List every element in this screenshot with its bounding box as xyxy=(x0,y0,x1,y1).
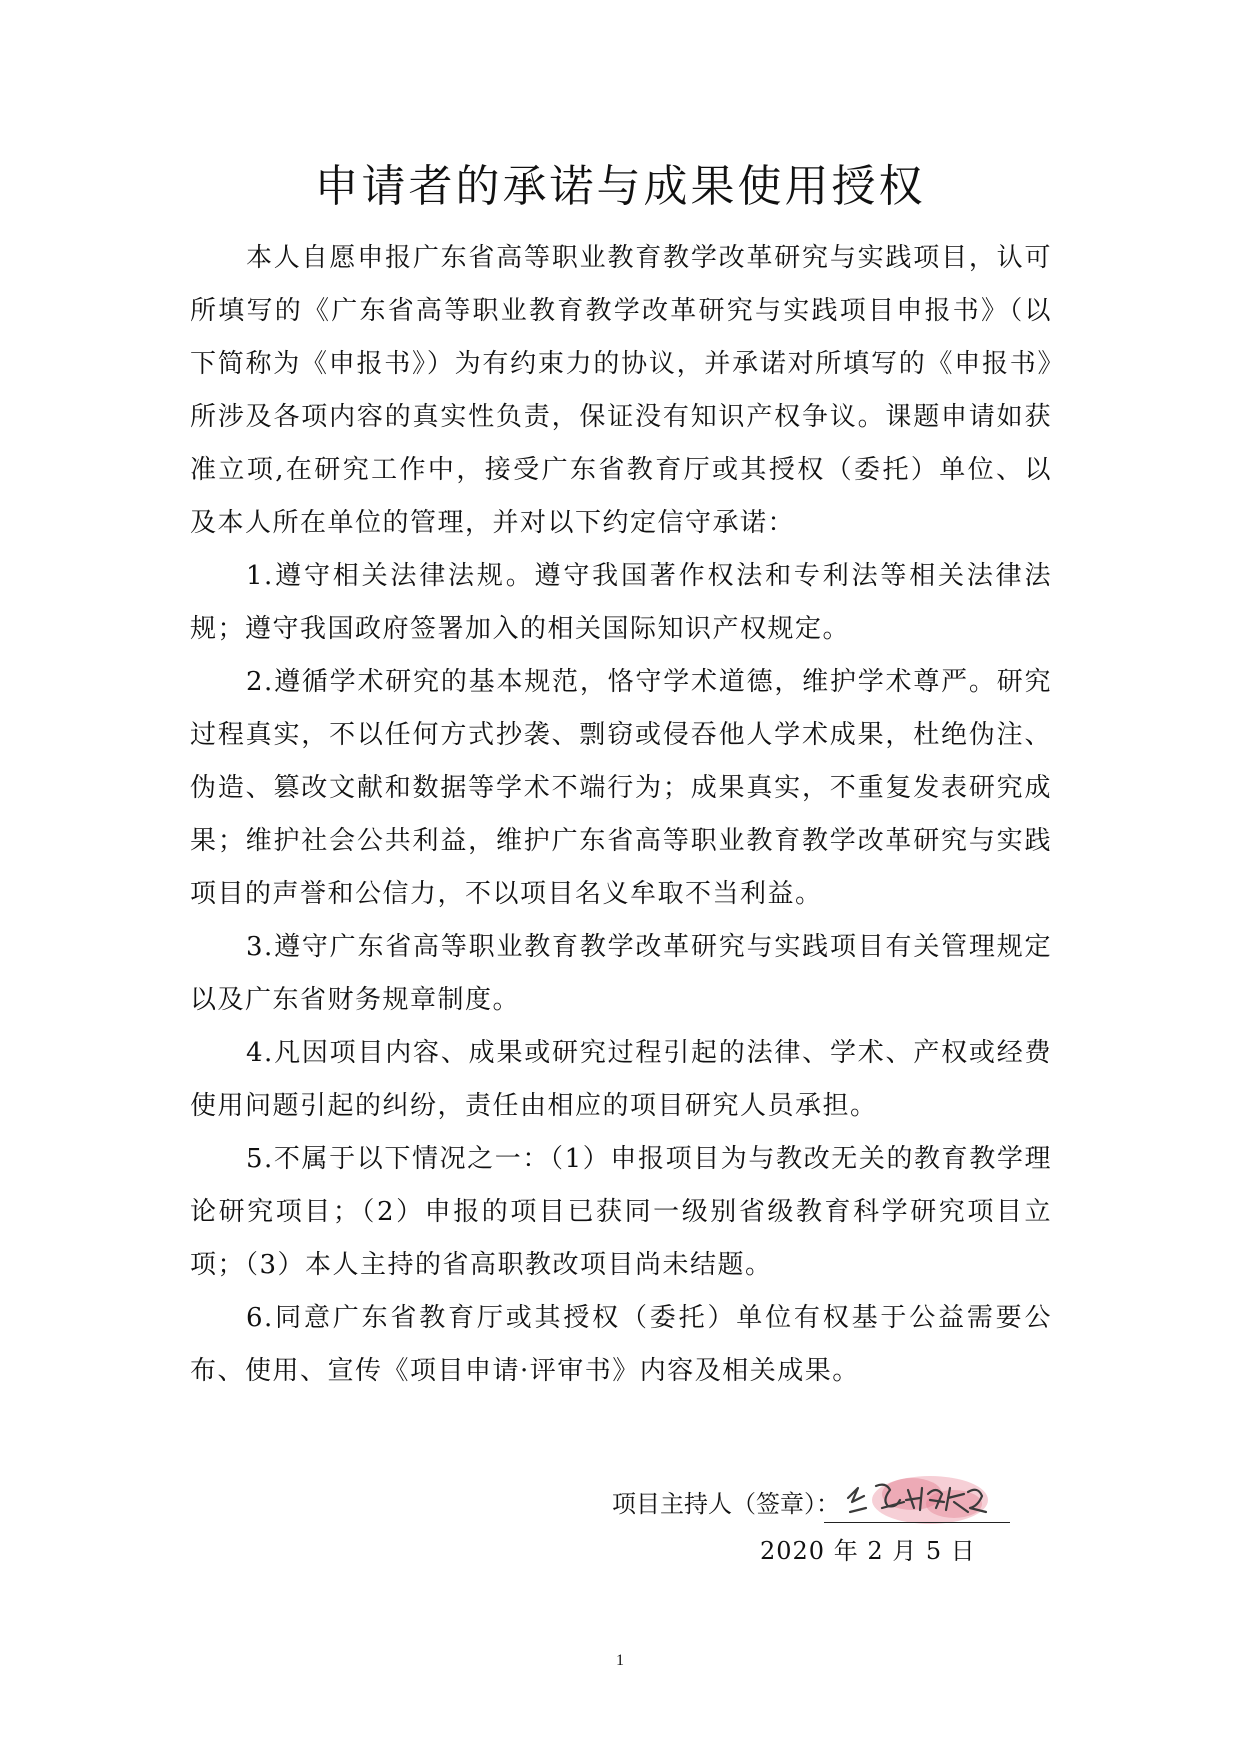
commitment-body xyxy=(190,232,1052,1398)
commitment-item-2: 2.遵循学术研究的基本规范，恪守学术道德，维护学术尊严。研究过程真实，不以任何方式抄袭、剽窃或侵吞他人学术成果，杜绝伪注、伪造、篡改文献和数据等学术不端行为；成果真实，不重复发表研究成果；维护社会公共利益，维护广东省高等职业教育教学改革研究与实践项目的声誉和公信力，不以项目名义牟取不当利益。 xyxy=(190,667,1052,909)
page-title: 申请者的承诺与成果使用授权 xyxy=(314,161,926,212)
commitment-item-6: 6.同意广东省教育厅或其授权（委托）单位有权基于公益需要公布、使用、宣传《项目申请·评审书》内容及相关成果。 xyxy=(190,1303,1052,1386)
signature-underline xyxy=(824,1522,1010,1523)
page-number: 1 xyxy=(616,1652,624,1669)
commitment-item-3: 3.遵守广东省高等职业教育教学改革研究与实践项目有关管理规定以及广东省财务规章制度。 xyxy=(190,932,1052,1015)
commitment-item-1: 1.遵守相关法律法规。遵守我国著作权法和专利法等相关法律法规；遵守我国政府签署加入的相关国际知识产权规定。 xyxy=(190,561,1052,644)
commitment-item-5: 5.不属于以下情况之一：（1）申报项目为与教改无关的教育教学理论研究项目；（2）申报的项目已获同一级别省级教育科学研究项目立项；（3）本人主持的省高职教改项目尚未结题。 xyxy=(190,1144,1052,1280)
handwritten-signature xyxy=(842,1468,1002,1528)
signing-date: 2020 年 2 月 5 日 xyxy=(760,1537,976,1565)
commitment-item-4: 4.凡因项目内容、成果或研究过程引起的法律、学术、产权或经费使用问题引起的纠纷，责任由相应的项目研究人员承担。 xyxy=(190,1038,1052,1121)
signature-row xyxy=(612,1478,1012,1530)
intro-paragraph: 本人自愿申报广东省高等职业教育教学改革研究与实践项目，认可所填写的《广东省高等职业教育教学改革研究与实践项目申报书》（以下简称为《申报书》）为有约束力的协议，并承诺对所填写的《申报书》所涉及各项内容的真实性负责，保证没有知识产权争议。课题申请如获准立项,在研究工作中，接受广东省教育厅或其授权（委托）单位、以及本人所在单位的管理，并对以下约定信守承诺： xyxy=(190,243,1052,538)
signature-label: 项目主持人（签章）： xyxy=(612,1490,840,1518)
